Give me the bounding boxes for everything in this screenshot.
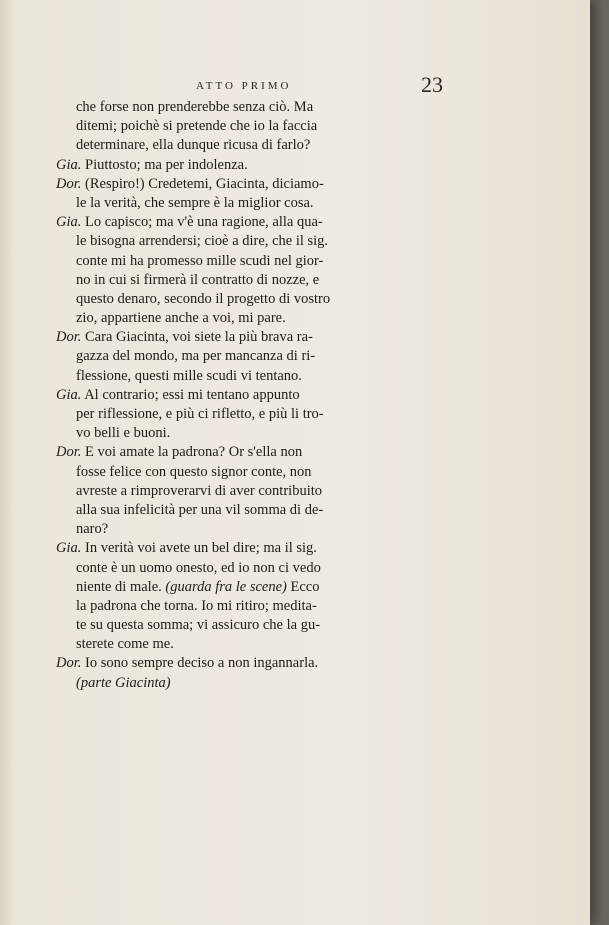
speaker-label: Dor. [56,655,82,672]
text-line [56,136,456,155]
dialogue-text [56,98,456,693]
page-number: 23 [421,72,443,97]
speaker-label: Dor. [56,444,82,461]
line-text: fosse felice con questo signor conte, non [76,463,312,480]
text-line [56,175,456,194]
line-text: che forse non prenderebbe senza ciò. Ma [76,99,314,115]
text-line [56,501,456,520]
line-text: niente di male. [76,578,166,595]
stage-direction: (guarda fra le scene) [165,578,287,595]
page-header [0,72,590,100]
text-line [56,194,456,213]
line-text: vo belli e buoni. [76,425,171,442]
text-line [56,424,456,443]
line-text: conte mi ha promesso mille scudi nel gior- [76,252,324,269]
line-text: no in cui si firmerà il contratto di nozze, e [76,271,320,288]
line-text: gazza del mondo, ma per mancanza di ri- [76,348,316,365]
line-text: sterete come me. [76,636,174,653]
text-line [56,674,456,693]
line-text: le bisogna arrendersi; cioè a dire, che il sig. [76,233,329,250]
speaker-label: Dor. [56,329,82,346]
text-line [56,578,456,597]
line-text: le la verità, che sempre è la miglior cosa. [76,194,314,211]
text-line [56,386,456,405]
line-text: questo denaro, secondo il progetto di vostro [76,290,331,307]
text-line [56,654,456,673]
running-head: ATTO PRIMO [196,80,292,92]
text-line [56,616,456,635]
text-line [56,463,456,482]
line-text: Piuttosto; ma per indolenza. [81,156,248,173]
text-line [56,232,456,251]
line-text: zio, appartiene anche a voi, mi pare. [76,310,286,327]
line-text: alla sua infelicità per una vil somma di de- [76,501,324,518]
text-line [56,635,456,654]
speaker-label: Gia. [56,386,82,403]
line-text: Al contrario; essi mi tentano appunto [81,386,300,403]
line-text: (Respiro!) Credetemi, Giacinta, diciamo- [81,175,324,192]
text-line [56,520,456,539]
line-text: E voi amate la padrona? Or s'ella non [81,444,303,461]
text-line [56,347,456,366]
line-text: Lo capisco; ma v'è una ragione, alla qua- [81,214,323,231]
speaker-label: Gia. [56,214,82,231]
text-line [56,405,456,424]
text-line [56,309,456,328]
text-line [56,156,456,175]
line-text: per riflessione, e più ci rifletto, e più li tro- [76,406,324,422]
line-text: te su questa somma; vi assicuro che la gu- [76,617,321,634]
line-text: ditemi; poichè si pretende che io la faccia [76,118,318,135]
text-line [56,117,456,136]
stage-direction: (parte Giacinta) [76,674,171,691]
text-line [56,328,456,347]
line-text: Cara Giacinta, voi siete la più brava ra- [81,329,313,346]
line-text: Io sono sempre deciso a non ingannarla. [81,655,319,672]
text-line [56,597,456,616]
text-line [56,443,456,462]
line-text: naro? [76,521,109,538]
line-text: la padrona che torna. Io mi ritiro; medita- [76,597,317,614]
text-line [56,539,456,558]
text-line [56,559,456,578]
line-text: conte è un uomo onesto, ed io non ci vedo [76,559,321,576]
line-text: determinare, ella dunque ricusa di farlo? [76,137,311,154]
line-text: avreste a rimproverarvi di aver contribuito [76,482,322,499]
text-line [56,290,456,309]
speaker-label: Gia. [56,540,82,557]
line-text: flessione, questi mille scudi vi tentano. [76,367,302,384]
line-text-after: Ecco [286,578,320,595]
speaker-label: Gia. [56,156,82,173]
speaker-label: Dor. [56,175,82,192]
text-line [56,252,456,271]
line-text: In verità voi avete un bel dire; ma il sig. [81,540,317,557]
text-line [56,271,456,290]
text-line [56,98,456,117]
text-line [56,213,456,232]
text-line [56,367,456,386]
text-line [56,482,456,501]
